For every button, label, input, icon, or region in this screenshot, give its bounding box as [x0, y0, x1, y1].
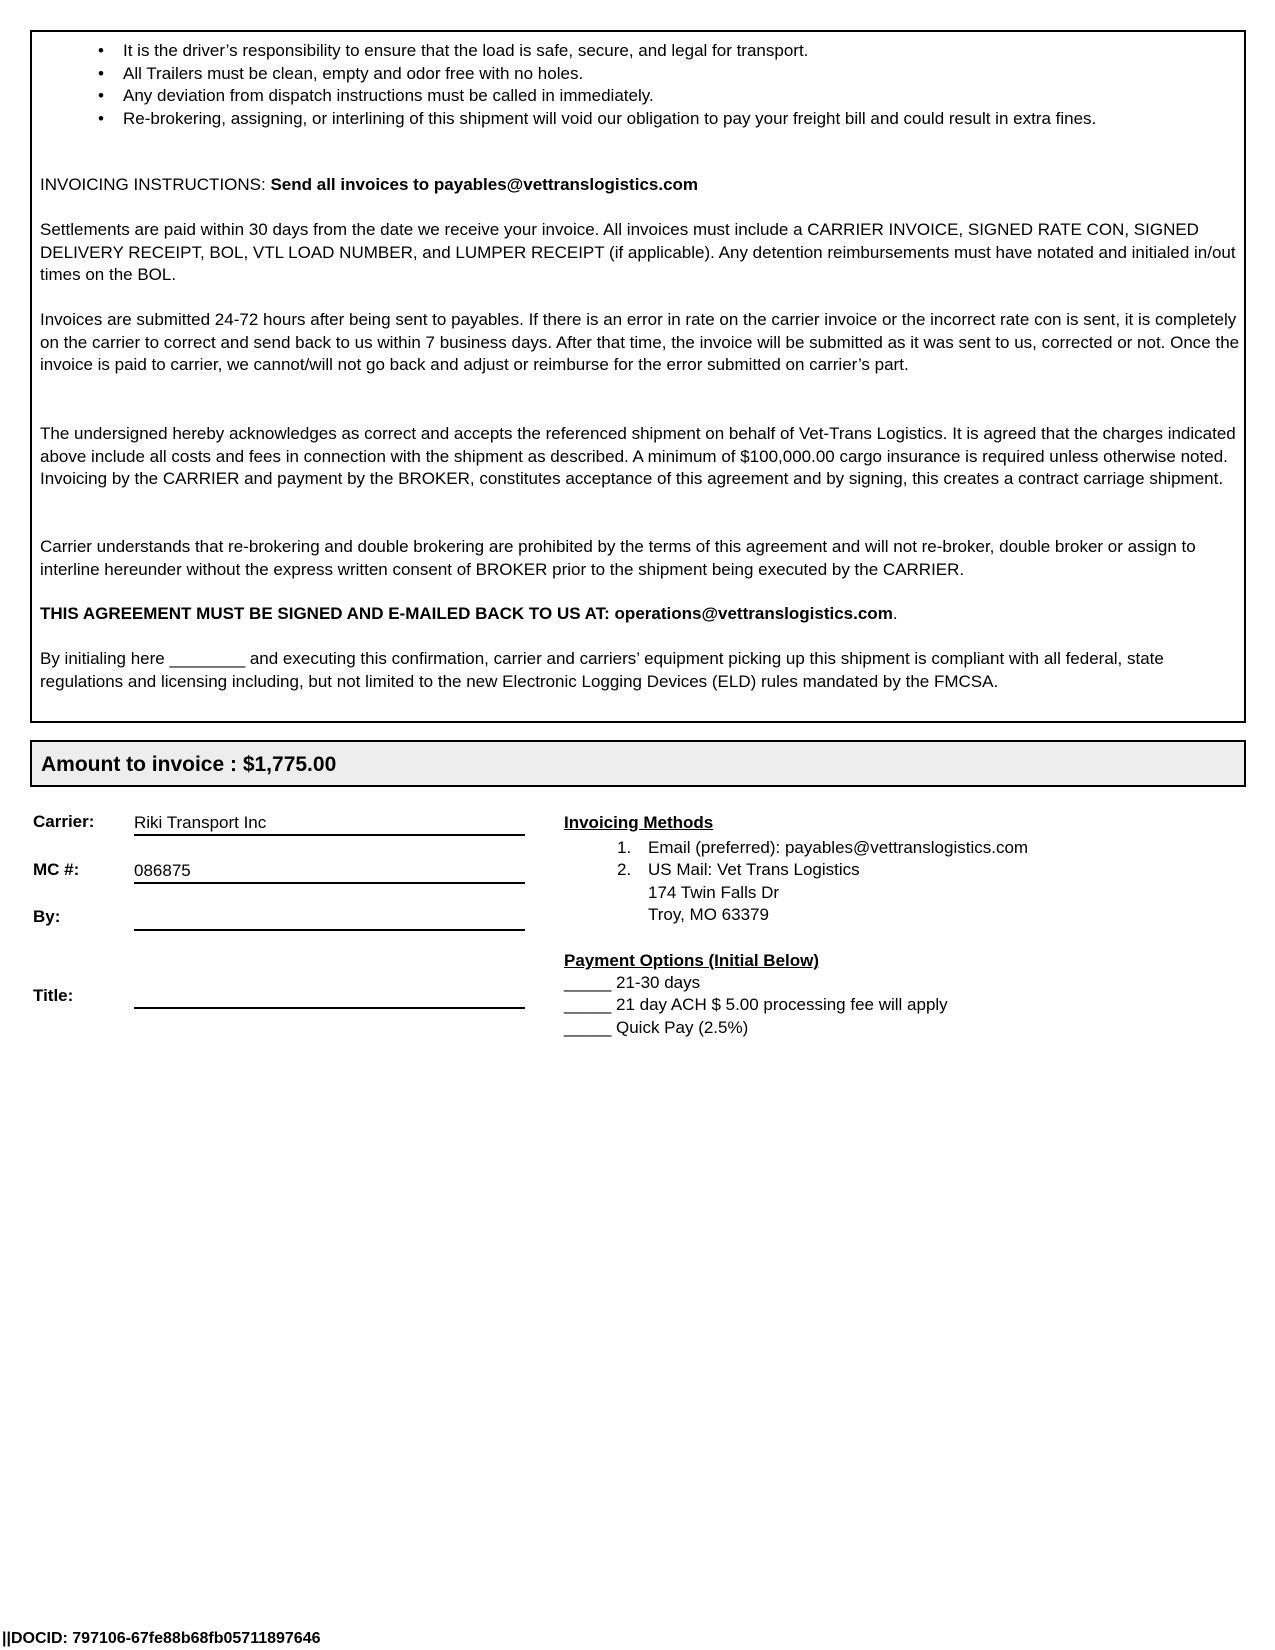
terms-box	[30, 30, 1246, 723]
agreement-notice	[40, 603, 1240, 626]
by-signature-field[interactable]	[134, 907, 525, 931]
carrier-label: Carrier:	[33, 812, 95, 831]
mail-address-city: Troy, MO 63379	[648, 905, 769, 924]
requirements-list	[32, 40, 1232, 130]
agreement-notice-end: .	[892, 604, 898, 623]
invoice-submission-paragraph: Invoices are submitted 24-72 hours after being sent to payables. If there is an error in rate on the carrier invoice or the incorrect rate con is sent, it is completely on the carrier to correct and send back to us within 7 business days. After that time, the invoice will be submitted as it was sent to us, corrected or not. Once the invoice is paid to carrier, we cannot/will not go back and adjust or reimburse for the error submitted on carrier’s part.	[40, 310, 1240, 374]
invoicing-instructions	[40, 174, 1240, 197]
payment-option[interactable]: _____ Quick Pay (2.5%)	[564, 1018, 749, 1037]
acknowledgement-paragraph: The undersigned hereby acknowledges as correct and accepts the referenced shipment on behalf of Vet-Trans Logistics. It is agreed that the charges indicated above include all costs and fees in connection with the shipment as described. A minimum of $100,000.00 cargo insurance is required unless otherwise noted. Invoicing by the CARRIER and payment by the BROKER, constitutes acceptance of this agreement and by signing, this creates a contract carriage shipment.	[40, 424, 1236, 488]
mc-label: MC #:	[33, 860, 80, 879]
method-number: 1.	[617, 838, 632, 857]
invoicing-instructions-email: Send all invoices to payables@vettranslogistics.com	[270, 175, 699, 194]
list-item: • It is the driver’s responsibility to ensure that the load is safe, secure, and legal for transport.	[32, 40, 1232, 63]
eld-compliance-paragraph: By initialing here ________ and executing this confirmation, carrier and carriers’ equipment picking up this shipment is compliant with all federal, state regulations and licensing including, but not limited to the new Electronic Logging Devices (ELD) rules mandated by the FMCSA.	[40, 649, 1164, 691]
list-item: • Re-brokering, assigning, or interlining of this shipment will void our obligation to pay your freight bill and could result in extra fines.	[32, 108, 1232, 131]
payment-option[interactable]: _____ 21-30 days	[564, 973, 701, 992]
carrier-field[interactable]: Riki Transport Inc	[134, 812, 525, 836]
document-id: ||DOCID: 797106-67fe88b68fb05711897646	[2, 1630, 321, 1647]
payment-options-heading: Payment Options (Initial Below)	[564, 951, 820, 970]
method-mail: US Mail: Vet Trans Logistics	[648, 860, 860, 879]
list-item: • All Trailers must be clean, empty and odor free with no holes.	[32, 63, 1232, 86]
agreement-notice-bold: THIS AGREEMENT MUST BE SIGNED AND E-MAILED BACK TO US AT: operations@vettranslogistics.com	[40, 604, 893, 623]
mc-number-field[interactable]: 086875	[134, 860, 525, 884]
payment-option[interactable]: _____ 21 day ACH $ 5.00 processing fee will apply	[564, 995, 948, 1014]
rebrokering-paragraph: Carrier understands that re-brokering and double brokering are prohibited by the terms of this agreement and will not re-broker, double broker or assign to interline hereunder without the express written consent of BROKER prior to the shipment being executed by the CARRIER.	[40, 537, 1196, 579]
settlements-paragraph: Settlements are paid within 30 days from the date we receive your invoice. All invoices must include a CARRIER INVOICE, SIGNED RATE CON, SIGNED DELIVERY RECEIPT, BOL, VTL LOAD NUMBER, and LUMPER RECEIPT (if applicable). Any detention reimbursements must have notated and initialed in/out times on the BOL.	[40, 220, 1236, 284]
invoicing-methods-heading: Invoicing Methods	[564, 813, 714, 832]
title-field[interactable]	[134, 985, 525, 1009]
amount-box	[30, 740, 1246, 787]
list-item: • Any deviation from dispatch instructions must be called in immediately.	[32, 85, 1232, 108]
invoicing-instructions-label: INVOICING INSTRUCTIONS:	[40, 175, 271, 194]
amount-to-invoice: Amount to invoice : $1,775.00	[41, 753, 337, 776]
method-email: Email (preferred): payables@vettranslogistics.com	[648, 838, 1029, 857]
by-label: By:	[33, 907, 61, 926]
mail-address-street: 174 Twin Falls Dr	[648, 883, 780, 902]
title-label: Title:	[33, 986, 74, 1005]
method-number: 2.	[617, 860, 632, 879]
